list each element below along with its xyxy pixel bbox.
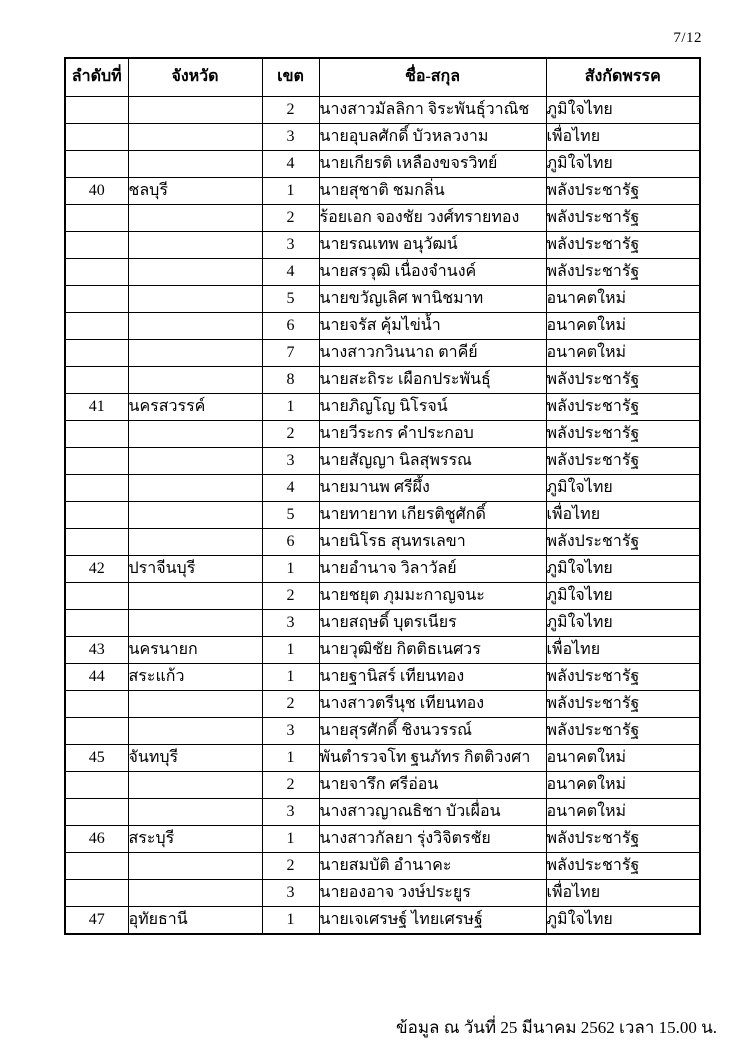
cell-name: นางสาวตรีนุช เทียนทอง [319,691,546,718]
cell-order [65,340,128,367]
table-body [65,97,700,935]
cell-party: พลังประชารัฐ [546,232,700,259]
cell-district: 3 [262,124,319,151]
cell-name: ร้อยเอก จองชัย วงศ์ทรายทอง [319,205,546,232]
cell-party: ภูมิใจไทย [546,583,700,610]
cell-order [65,286,128,313]
cell-district: 3 [262,799,319,826]
cell-name: นายสัญญา นิลสุพรรณ [319,448,546,475]
cell-province [128,151,262,178]
cell-district: 1 [262,664,319,691]
table-row [65,556,700,583]
cell-district: 5 [262,502,319,529]
cell-name: นายจรัส คุ้มไข่น้ำ [319,313,546,340]
cell-province [128,691,262,718]
cell-party: เพื่อไทย [546,637,700,664]
cell-name: นายรณเทพ อนุวัฒน์ [319,232,546,259]
cell-name: นายสุชาติ ชมกลิ่น [319,178,546,205]
cell-district: 1 [262,394,319,421]
cell-district: 7 [262,340,319,367]
cell-party: พลังประชารัฐ [546,394,700,421]
cell-province: จันทบุรี [128,745,262,772]
cell-province: ชลบุรี [128,178,262,205]
cell-district: 3 [262,448,319,475]
cell-order [65,610,128,637]
cell-party: พลังประชารัฐ [546,529,700,556]
cell-province [128,475,262,502]
cell-name: นายสมบัติ อำนาคะ [319,853,546,880]
cell-party: อนาคตใหม่ [546,313,700,340]
cell-province [128,259,262,286]
table-row [65,799,700,826]
cell-order [65,124,128,151]
cell-party: อนาคตใหม่ [546,745,700,772]
cell-order [65,151,128,178]
header-row [65,58,700,97]
cell-name: นางสาวกัลยา รุ่งวิจิตรชัย [319,826,546,853]
table-row [65,286,700,313]
cell-district: 2 [262,421,319,448]
data-as-of-note: ข้อมูล ณ วันที่ 25 มีนาคม 2562 เวลา 15.00 น. [396,1018,717,1037]
cell-order [65,421,128,448]
table-row [65,394,700,421]
cell-order [65,772,128,799]
table-row [65,610,700,637]
table-row [65,259,700,286]
table-row [65,772,700,799]
cell-name: นายวุฒิชัย กิตติธเนศวร [319,637,546,664]
table-row [65,340,700,367]
table-row [65,313,700,340]
cell-party: พลังประชารัฐ [546,205,700,232]
cell-province: ปราจีนบุรี [128,556,262,583]
cell-province [128,313,262,340]
page-number: 7/12 [673,30,702,46]
cell-name: นายเกียรติ เหลืองขจรวิทย์ [319,151,546,178]
cell-district: 8 [262,367,319,394]
cell-district: 5 [262,286,319,313]
table-row [65,151,700,178]
cell-order [65,205,128,232]
cell-order: 40 [65,178,128,205]
cell-province: สระแก้ว [128,664,262,691]
cell-district: 6 [262,529,319,556]
cell-province [128,610,262,637]
table-row [65,745,700,772]
table-row [65,826,700,853]
cell-province: นครสวรรค์ [128,394,262,421]
cell-district: 1 [262,745,319,772]
cell-party: ภูมิใจไทย [546,475,700,502]
column-header-province: จังหวัด [128,58,262,97]
cell-province [128,880,262,907]
cell-name: นายฐานิสร์ เทียนทอง [319,664,546,691]
column-header-name: ชื่อ-สกุล [319,58,546,97]
cell-party: พลังประชารัฐ [546,664,700,691]
cell-district: 3 [262,718,319,745]
cell-name: นายนิโรธ สุนทรเลขา [319,529,546,556]
table-row [65,529,700,556]
cell-party: พลังประชารัฐ [546,259,700,286]
cell-province [128,448,262,475]
table-row [65,475,700,502]
cell-district: 3 [262,232,319,259]
candidates-table [64,57,701,935]
cell-party: ภูมิใจไทย [546,97,700,124]
cell-order [65,475,128,502]
cell-district: 4 [262,151,319,178]
cell-name: นายขวัญเลิศ พานิชมาท [319,286,546,313]
cell-district: 2 [262,853,319,880]
cell-district: 2 [262,772,319,799]
cell-name: นายสุรศักดิ์ ชิงนวรรณ์ [319,718,546,745]
cell-name: พันตำรวจโท ฐนภัทร กิตติวงศา [319,745,546,772]
table-row [65,664,700,691]
cell-district: 2 [262,205,319,232]
cell-district: 4 [262,475,319,502]
table-row [65,637,700,664]
cell-district: 3 [262,610,319,637]
cell-province [128,286,262,313]
cell-name: นายชยุต ภุมมะกาญจนะ [319,583,546,610]
cell-party: อนาคตใหม่ [546,799,700,826]
cell-district: 2 [262,691,319,718]
column-header-party: สังกัดพรรค [546,58,700,97]
cell-province: อุทัยธานี [128,907,262,935]
cell-name: นางสาวญาณธิชา บัวเผื่อน [319,799,546,826]
cell-province [128,718,262,745]
cell-district: 1 [262,556,319,583]
cell-party: ภูมิใจไทย [546,610,700,637]
cell-province [128,502,262,529]
cell-district: 4 [262,259,319,286]
cell-province [128,340,262,367]
cell-name: นายอุบลศักดิ์ บัวหลวงาม [319,124,546,151]
cell-province [128,772,262,799]
cell-party: พลังประชารัฐ [546,178,700,205]
cell-order [65,367,128,394]
table-row [65,205,700,232]
cell-order: 46 [65,826,128,853]
cell-party: ภูมิใจไทย [546,907,700,935]
cell-name: นายสฤษดิ์ บุตรเนียร [319,610,546,637]
table-header [65,58,700,97]
cell-district: 1 [262,178,319,205]
cell-order [65,313,128,340]
cell-district: 6 [262,313,319,340]
table-row [65,421,700,448]
cell-order [65,232,128,259]
cell-province: นครนายก [128,637,262,664]
cell-name: นายสรวุฒิ เนื่องจำนงค์ [319,259,546,286]
cell-party: อนาคตใหม่ [546,772,700,799]
cell-party: ภูมิใจไทย [546,151,700,178]
cell-district: 1 [262,907,319,935]
cell-order [65,448,128,475]
cell-party: พลังประชารัฐ [546,853,700,880]
table-row [65,907,700,935]
cell-party: พลังประชารัฐ [546,691,700,718]
table-row [65,232,700,259]
cell-party: อนาคตใหม่ [546,286,700,313]
table-row [65,502,700,529]
table-row [65,178,700,205]
cell-name: นายสะถิระ เผือกประพันธุ์ [319,367,546,394]
table-row [65,448,700,475]
cell-province [128,367,262,394]
cell-province [128,205,262,232]
column-header-order: ลำดับที่ [65,58,128,97]
cell-name: นายอำนาจ วิลาวัลย์ [319,556,546,583]
cell-party: พลังประชารัฐ [546,421,700,448]
cell-order: 44 [65,664,128,691]
cell-province [128,124,262,151]
cell-province [128,232,262,259]
table-row [65,691,700,718]
cell-party: พลังประชารัฐ [546,826,700,853]
cell-order: 45 [65,745,128,772]
cell-name: นายองอาจ วงษ์ประยูร [319,880,546,907]
cell-party: เพื่อไทย [546,124,700,151]
column-header-district: เขต [262,58,319,97]
cell-province [128,583,262,610]
cell-province [128,97,262,124]
cell-district: 1 [262,637,319,664]
cell-order [65,583,128,610]
cell-province [128,799,262,826]
cell-province [128,529,262,556]
cell-district: 2 [262,97,319,124]
table-row [65,367,700,394]
cell-district: 1 [262,826,319,853]
cell-province [128,421,262,448]
table-row [65,124,700,151]
cell-order [65,853,128,880]
cell-province [128,853,262,880]
cell-province: สระบุรี [128,826,262,853]
cell-party: ภูมิใจไทย [546,556,700,583]
table-row [65,880,700,907]
table-row [65,97,700,124]
cell-name: นายมานพ ศรีผึ้ง [319,475,546,502]
cell-name: นายภิญโญ นิโรจน์ [319,394,546,421]
cell-order [65,502,128,529]
cell-name: นางสาวกวินนาถ ตาคีย์ [319,340,546,367]
cell-party: เพื่อไทย [546,880,700,907]
cell-order: 42 [65,556,128,583]
cell-order: 43 [65,637,128,664]
cell-party: อนาคตใหม่ [546,340,700,367]
cell-name: นายเจเศรษฐ์ ไทยเศรษฐ์ [319,907,546,935]
cell-name: นางสาวมัลลิกา จิระพันธุ์วาณิช [319,97,546,124]
cell-party: พลังประชารัฐ [546,718,700,745]
cell-order [65,259,128,286]
cell-district: 2 [262,583,319,610]
table-row [65,583,700,610]
cell-party: พลังประชารัฐ [546,367,700,394]
cell-name: นายทายาท เกียรติชูศักดิ์ [319,502,546,529]
cell-order [65,97,128,124]
cell-order: 41 [65,394,128,421]
cell-order: 47 [65,907,128,935]
cell-party: พลังประชารัฐ [546,448,700,475]
cell-order [65,691,128,718]
cell-order [65,799,128,826]
cell-district: 3 [262,880,319,907]
table-row [65,718,700,745]
cell-party: เพื่อไทย [546,502,700,529]
cell-name: นายวีระกร คำประกอบ [319,421,546,448]
table-row [65,853,700,880]
cell-order [65,880,128,907]
cell-order [65,718,128,745]
cell-order [65,529,128,556]
cell-name: นายจารึก ศรีอ่อน [319,772,546,799]
